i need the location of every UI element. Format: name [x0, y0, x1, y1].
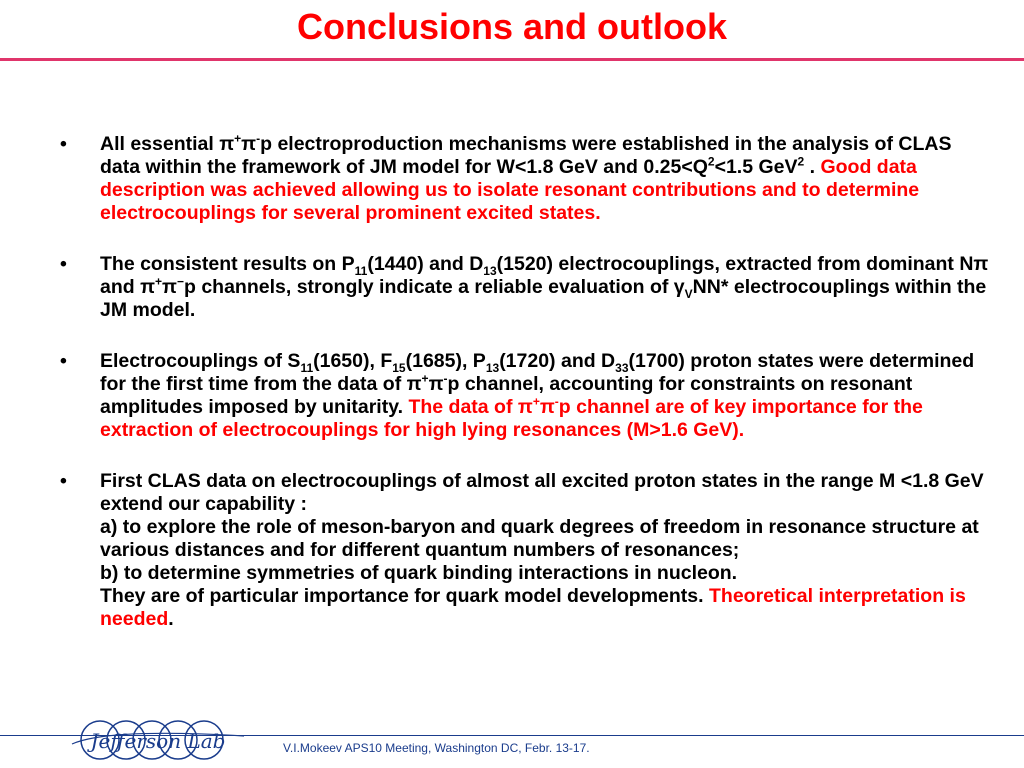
sub-point-b: b) to determine symmetries of quark binding interactions in nucleon. — [100, 562, 738, 584]
bullet-2: • The consistent results on $P_{11}(1440)$ and $D_{13}(1520)$ electrocouplings, extracted from dominant Nπ and π+π−p channels, strongly indicate a reliable evaluation of $\gamma_VNN*$ electrocouplings within the JM model. — [60, 253, 989, 321]
bullet-1: • All essential π+π-p electroproduction mechanisms were established in the analysis of CLAS data within the framework of JM model for W<1.8 GeV and $0.25<Q^2<1.5$ GeV$^2$ . Good data description was achieved allowing us to isolate resonant contributions and to determine electrocouplings for several prominent excited states. — [60, 131, 952, 224]
highlight-text: The data of π+π-p channel are of key importance for the extraction of electrocouplings for high lying resonances (M>1.6 GeV). — [100, 394, 923, 441]
jefferson-lab-logo — [68, 716, 248, 764]
bullet-marker: • — [60, 253, 67, 275]
footer-text: V.I.Mokeev APS10 Meeting, Washington DC, Febr. 13-17. — [283, 741, 590, 755]
bullet-marker: • — [60, 133, 67, 155]
bullet-marker: • — [60, 470, 67, 492]
highlight-text: Theoretical interpretation is needed — [100, 585, 966, 630]
highlight-text: Good data description was achieved allowing us to isolate resonant contributions and to determine electrocouplings for several prominent excited states. — [100, 156, 920, 224]
slide-title: Conclusions and outlook — [297, 6, 727, 47]
svg-text:Jefferson Lab: Jefferson Lab — [90, 729, 226, 753]
slide-content — [60, 133, 990, 631]
bullet-marker: • — [60, 350, 67, 372]
sub-point-a: a) to explore the role of meson-baryon and quark degrees of freedom in resonance structure at various distances and for different quantum numbers of resonances; — [100, 516, 979, 561]
bullet-4: • First CLAS data on electrocouplings of almost all excited proton states in the range M <1.8 GeV extend our capability : — [60, 470, 984, 515]
bullet-3: • Electrocouplings of $S_{11}(1650)$, $F_{15}(1685)$, $P_{13}(1720)$ and $D_{33}(1700)$ proton states were determined for the first time from the data of π+π-p channel, accounting for constraints on resonant amplitudes imposed by unitarity. The data of π+π-p channel are of key importance for the extraction of electrocouplings for high lying resonances (M>1.6 GeV). — [60, 350, 975, 441]
sub-point-c: They are of particular importance for quark model developments. Theoretical interpretation is needed. — [100, 585, 966, 630]
title-rule — [0, 58, 1024, 61]
